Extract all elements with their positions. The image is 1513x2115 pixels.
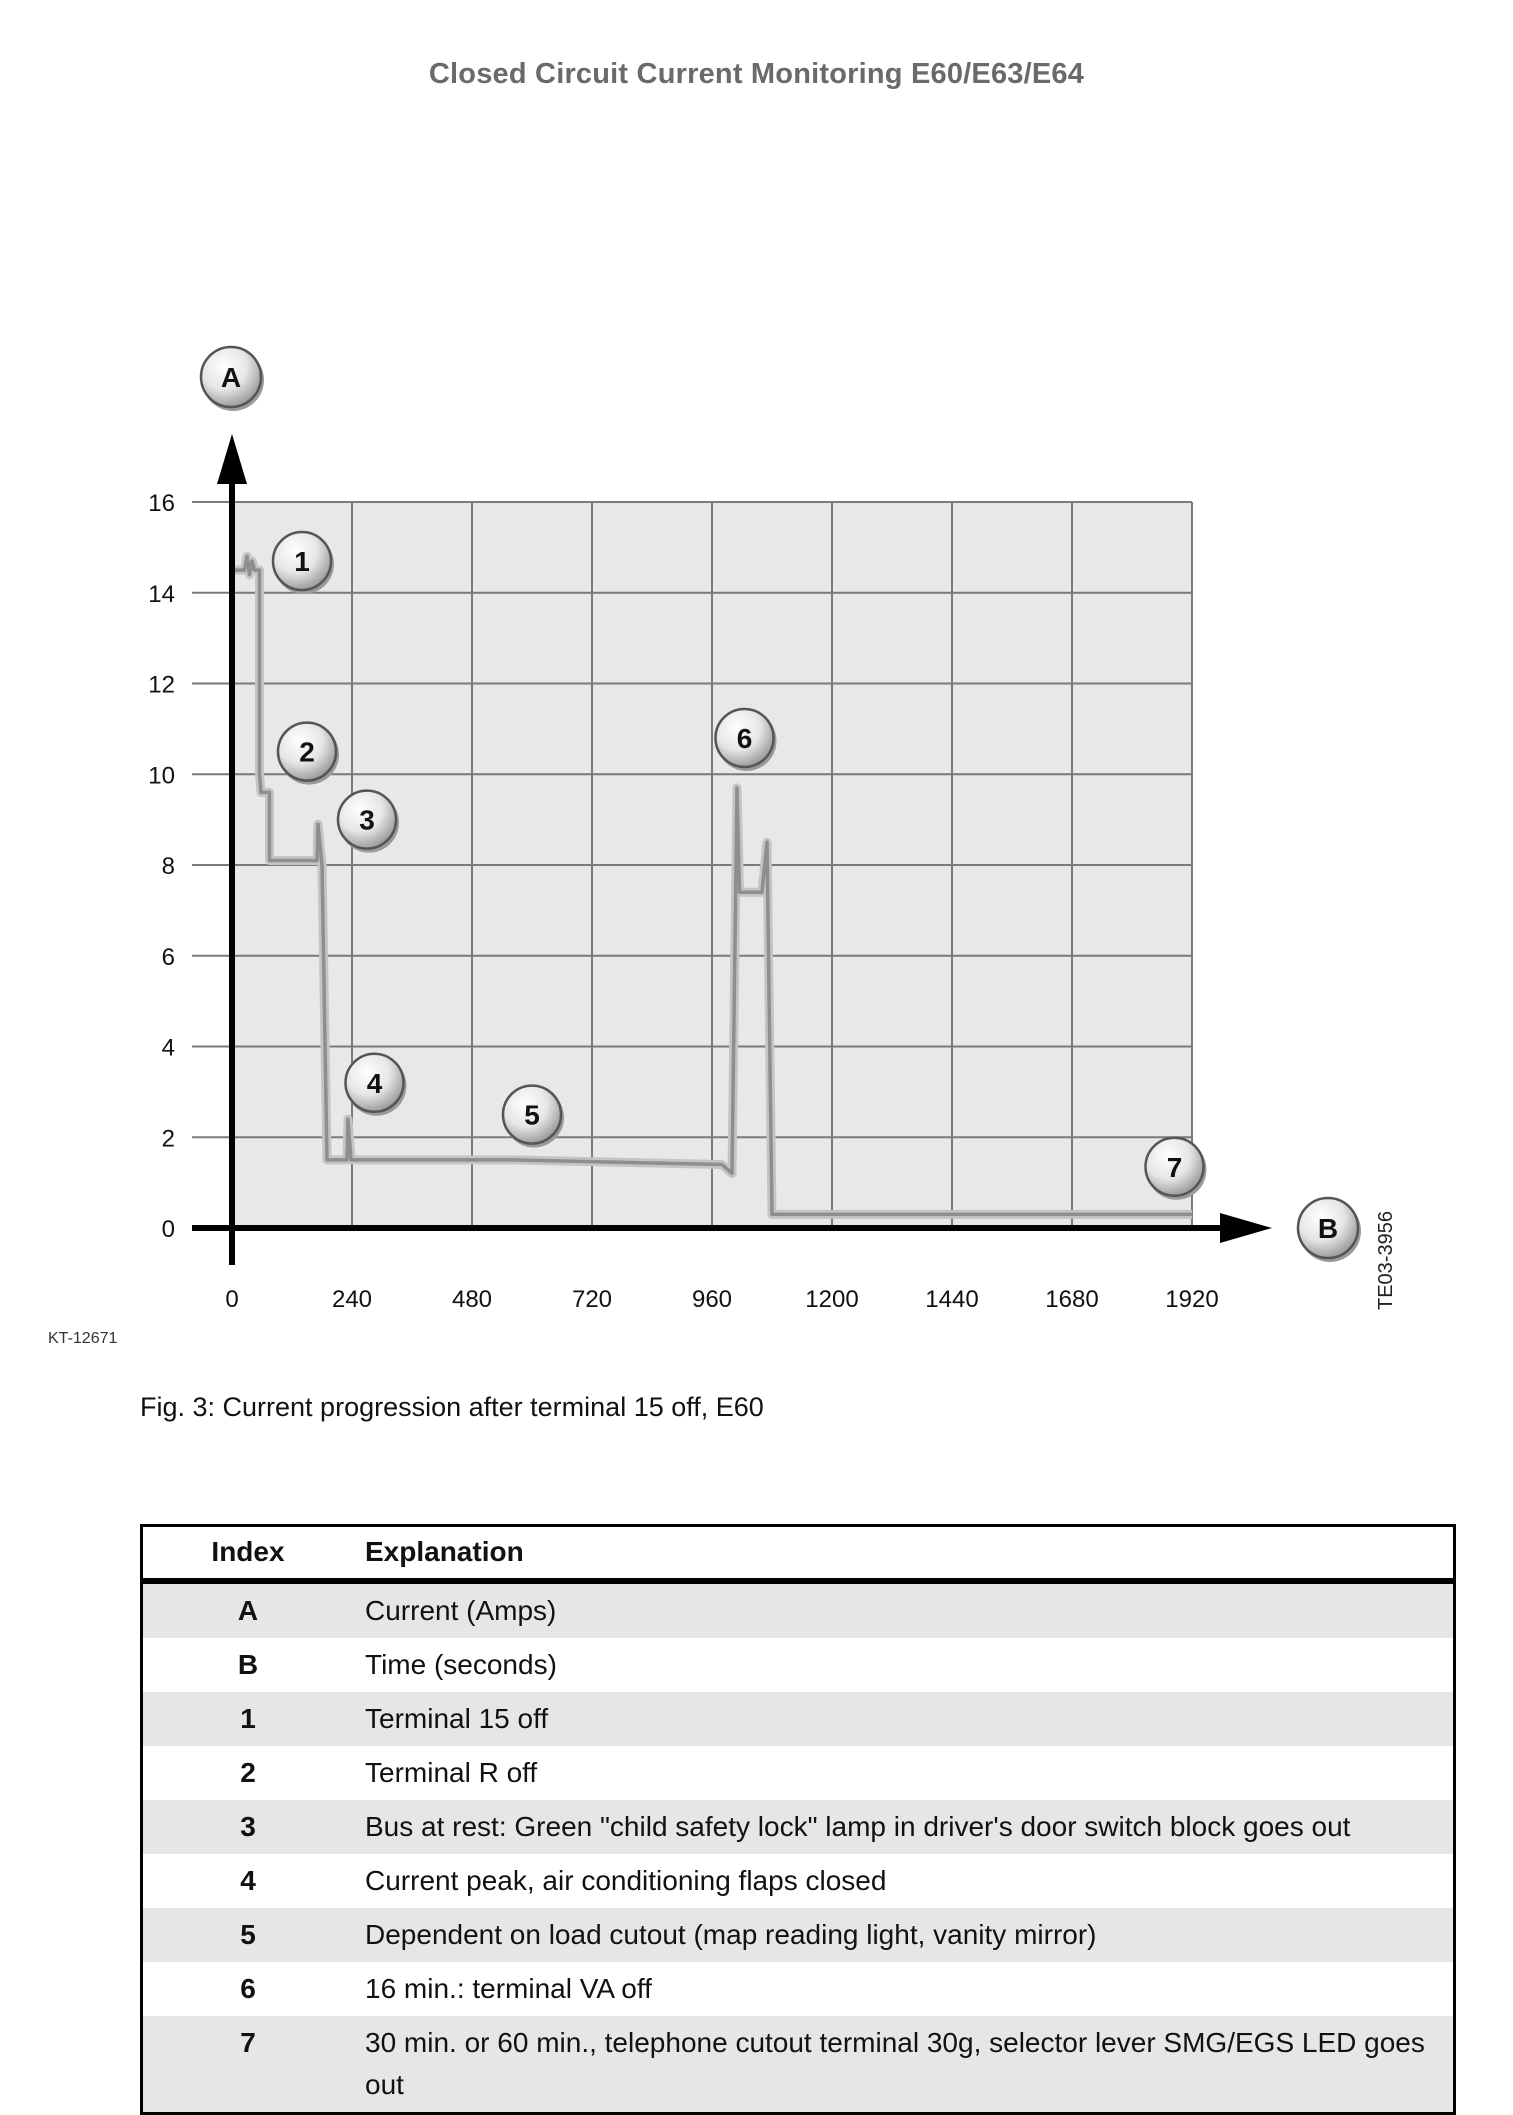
x-axis-arrow: [1220, 1213, 1272, 1243]
x-tick-label: 1440: [925, 1286, 979, 1313]
legend-row: [142, 1962, 1455, 2016]
legend-explanation: 30 min. or 60 min., telephone cutout terminal 30g, selector lever SMG/EGS LED goes out: [353, 2016, 1455, 2114]
legend-explanation: Current peak, air conditioning flaps closed: [353, 1854, 1455, 1908]
legend-row: [142, 1746, 1455, 1800]
legend-index: 2: [142, 1746, 354, 1800]
legend-explanation: Dependent on load cutout (map reading light, vanity mirror): [353, 1908, 1455, 1962]
y-tick-label: 0: [161, 1216, 175, 1243]
y-tick-label: 6: [161, 943, 175, 971]
legend-index: B: [142, 1638, 354, 1692]
legend-index: 7: [142, 2016, 354, 2114]
legend-index: 5: [142, 1908, 354, 1962]
y-tick-label: 2: [161, 1125, 175, 1153]
legend-row: [142, 1692, 1455, 1746]
badge-label: 2: [299, 736, 315, 768]
side-code: TE03-3956: [1375, 1211, 1397, 1310]
legend-header-explanation: Explanation: [353, 1526, 1455, 1582]
legend-table-body: [142, 1581, 1455, 2114]
y-tick-labels: [148, 490, 175, 1243]
y-tick-label: 10: [148, 762, 175, 790]
legend-row: [142, 1854, 1455, 1908]
x-tick-label: 0: [225, 1286, 239, 1313]
legend-index: 6: [142, 1962, 354, 2016]
badge-label: 4: [366, 1067, 383, 1099]
y-axis-badge: [201, 347, 264, 411]
y-tick-label: 4: [161, 1034, 175, 1062]
x-tick-labels: [225, 1286, 1218, 1313]
x-tick-label: 1200: [805, 1286, 859, 1313]
legend-row: [142, 1581, 1455, 1638]
badge-label: 3: [359, 804, 375, 836]
legend-index: 1: [142, 1692, 354, 1746]
x-tick-label: 240: [331, 1286, 373, 1313]
legend-row: [142, 1800, 1455, 1854]
legend-row: [142, 1638, 1455, 1692]
y-tick-label: 14: [148, 580, 175, 608]
legend-index: 4: [142, 1854, 354, 1908]
y-tick-label: 8: [161, 853, 175, 880]
legend-index: 3: [142, 1800, 354, 1854]
legend-table: [140, 1524, 1456, 2115]
legend-explanation: Terminal 15 off: [353, 1692, 1455, 1746]
legend-explanation: 16 min.: terminal VA off: [353, 1962, 1455, 2016]
badge-label: 1: [294, 546, 310, 578]
x-tick-label: 1680: [1045, 1286, 1099, 1313]
badge-label: A: [220, 362, 242, 394]
x-tick-label: 960: [691, 1286, 733, 1313]
legend-explanation: Bus at rest: Green "child safety lock" lamp in driver's door switch block goes out: [353, 1800, 1455, 1854]
legend-explanation: Current (Amps): [353, 1581, 1455, 1638]
legend-index: A: [142, 1581, 354, 1638]
legend-row: [142, 1908, 1455, 1962]
figure-code: KT-12671: [48, 1330, 118, 1347]
page-title: Closed Circuit Current Monitoring E60/E63/E64: [428, 58, 1085, 90]
y-axis-arrow: [217, 434, 247, 484]
x-tick-label: 480: [451, 1286, 493, 1313]
y-tick-label: 12: [148, 671, 175, 699]
y-tick-label: 16: [148, 490, 175, 517]
legend-header-row: [142, 1526, 1455, 1582]
legend-header-index: Index: [142, 1526, 354, 1582]
x-tick-label: 1920: [1165, 1286, 1219, 1313]
badge-label: 5: [524, 1099, 540, 1131]
badge-label: B: [1317, 1213, 1339, 1245]
x-tick-label: 720: [571, 1286, 613, 1313]
badge-label: 7: [1166, 1151, 1183, 1183]
x-axis-badge: [1298, 1198, 1361, 1262]
figure-caption: Fig. 3: Current progression after terminal 15 off, E60: [140, 1392, 764, 1422]
badge-label: 6: [736, 723, 753, 755]
legend-row: [142, 2016, 1455, 2114]
legend-explanation: Time (seconds): [353, 1638, 1455, 1692]
legend-explanation: Terminal R off: [353, 1746, 1455, 1800]
